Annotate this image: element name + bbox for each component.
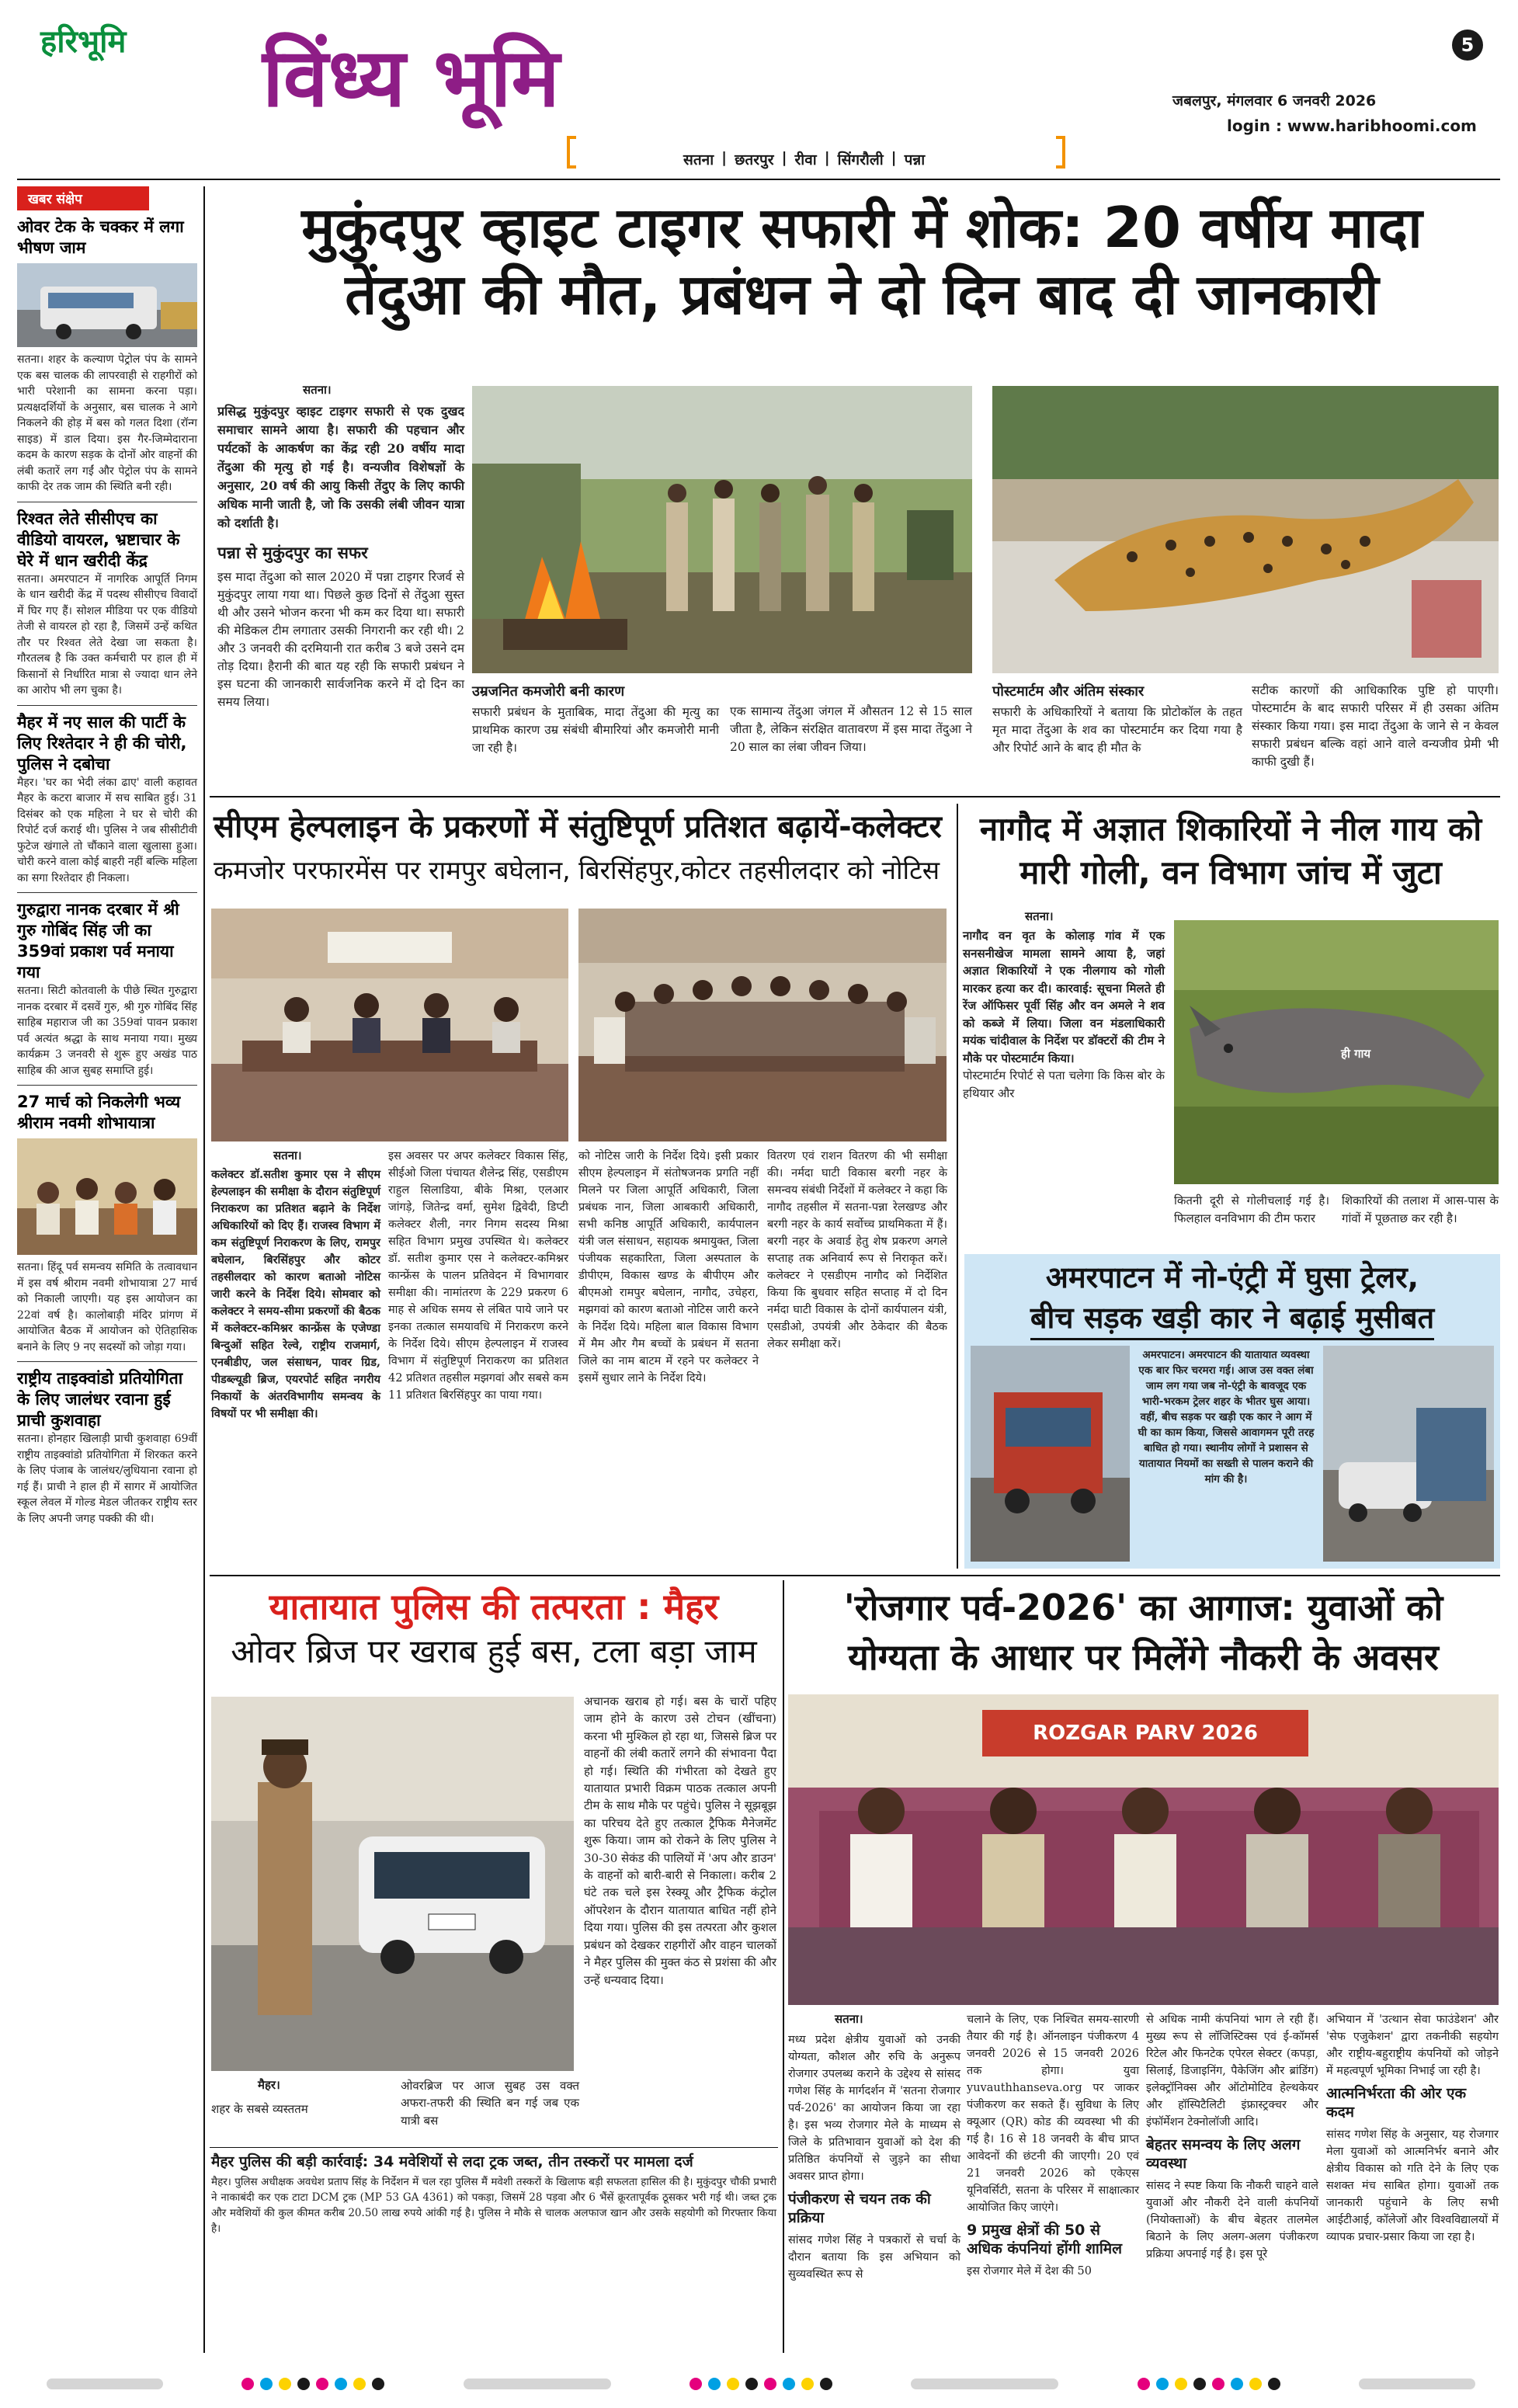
haribhoomi-logo[interactable]: हरिभूमि — [40, 23, 127, 60]
footer-dots-left — [241, 2378, 384, 2390]
sidebar-label: खबर संक्षेप — [17, 186, 149, 210]
sidebar-item-text: सतना। सिटी कोतवाली के पीछे स्थित गुरुद्वारा नानक दरबार में दसवें गुरु, श्री गुरु गोबिंद सिंह साहिब महाराज जी का 359वां पावन प्रकाश पर्व अत्यंत श्रद्धा के साथ मनाया गया। मुख्य कार्यक्रम 3 जनवरी से शुरू हुए अखंड पाठ साहिब की आज सुबह समाप्ति हुई। — [17, 985, 197, 1077]
rozgar-col4-text: अभियान में 'उत्थान सेवा फाउंडेशन' और 'सेफ एजुकेशन' द्वारा तकनीकी सहयोग और राष्ट्रीय-बहुराष्ट्रीय कंपनियों को जोड़ने में महत्वपूर्ण भूमिका निभाई जा रही है। — [1326, 2014, 1499, 2077]
region-singrauli[interactable]: सिंगरौली — [837, 151, 884, 169]
rozgar-col2 — [967, 2011, 1139, 2280]
footer-color-bar — [47, 2378, 1475, 2390]
collector-meeting-photo-1 — [211, 909, 568, 1141]
amarpatan-headline-line1: अमरपाटन में नो-एंट्री में घुसा ट्रेलर, — [1045, 1260, 1419, 1294]
traffic-right-rule — [783, 1580, 784, 2353]
traffic-lower-2: शहर के सबसे व्यस्ततम — [211, 2102, 308, 2116]
rozgar-headline[interactable] — [788, 1583, 1499, 1682]
collector-col1 — [211, 1148, 380, 1423]
sidebar-item — [17, 1368, 197, 1527]
region-bracket-left — [567, 136, 576, 169]
nagod-intro: नागौद वन वृत के कोलाड़ गांव में एक सनसनीखेज मामला सामने आया है, जहां अज्ञात शिकारियों ने एक नीलगाय को गोली मारकर हत्या कर दी। कारवाई: सूचना मिलते ही रेंज ऑफिसर पूर्वी सिंह और वन अमले ने शव को कब्जे में लिया। जिला वन मंडलाधिकारी मयंक चांदीवाल के निर्देश पर डॉक्टरों की टीम ने मौके पर पोस्टमार्टम किया। — [963, 929, 1165, 1065]
cremation-caption-block — [472, 682, 719, 757]
amarpatan-text-block — [1137, 1347, 1315, 1487]
postmortem-caption-block — [992, 682, 1242, 757]
police-story-text: मैहर। पुलिस अधीक्षक अवधेश प्रताप सिंह के निर्देशन में चल रहा पुलिस मैं मवेशी तस्करों के खिलाफ बड़ी सफलता हासिल की है। मुकुंदपुर चौकी प्रभारी ने नाकाबंदी कर एक टाटा DCM ट्रक (MP 53 GA 4361) को पकड़ा, जिसमें 28 पड़वा और 6 भैंसें क्रूरतापूर्वक ठूसकर भरी गई थी। जब्त ट्रक और मवेशियों की कुल कीमत करीब 20.50 लाख रुपये आंकी गई है। पुलिस ने मौके से चालक अलफाज खान और उसके सहयोगी को गिरफ्तार किया है। — [211, 2176, 776, 2235]
postmortem-text-2: सटीक कारणों की आधिकारिक पुष्टि हो पाएगी। पोस्टमार्टम के बाद सफारी परिसर में ही उसका अंतिम संस्कार किया गया। इस मादा तेंदुआ के जाने से न केवल सफारी प्रबंधन बल्कि वहां आने वाले वन्यजीव प्रेमी भी काफी दुखी हैं। — [1252, 683, 1499, 769]
login-link[interactable]: login : www.haribhoomi.com — [1227, 116, 1477, 135]
amarpatan-box — [964, 1254, 1500, 1569]
rozgar-dateline: सतना। — [835, 2012, 863, 2026]
lead-intro: प्रसिद्ध मुकुंदपुर व्हाइट टाइगर सफारी से एक दुखद समाचार सामने आया है। सफारी की पहचान और पर्यटकों के आकर्षण का केंद्र रही 20 वर्षीय मादा तेंदुआ की मृत्यु हो गई है। वन्यजीव विशेषज्ञों के अनुसार, 20 वर्ष की आयु किसी तेंदुए के लिए काफी अधिक मानी जाती है, जो कि उसकी लंबी जीवन यात्रा को दर्शाती है। — [217, 404, 464, 530]
traffic-lower-text — [211, 2077, 776, 2129]
collector-headline[interactable]: सीएम हेल्पलाइन के प्रकरणों में संतुष्टिपूर्ण प्रतिशत बढ़ायें-कलेक्टर — [214, 809, 942, 845]
lead-dateline: सतना। — [303, 383, 332, 397]
nagod-text-2: कितनी दूरी से गोलीचलाई गई है। फिलहाल वनविभाग की टीम फरार — [1174, 1194, 1329, 1225]
collector-dateline: सतना। — [273, 1148, 302, 1162]
rozgar-press-photo — [788, 1694, 1499, 2005]
amarpatan-body: अमरपाटन की यातायात व्यवस्था एक बार फिर चरमरा गई। आज उस वक्त लंबा जाम लग गया जब नो-एंट्री के बावजूद एक भारी-भरकम ट्रेलर शहर के भीतर घुस आया। वहीं, बीच सड़क पर खड़ी एक कार ने आग में घी का काम किया, जिससे आवागमन पूरी तरह बाधित हो गया। स्थानीय लोगों ने प्रशासन से यातायात नियमों का सख्ती से पालन कराने की मांग की है। — [1138, 1349, 1315, 1485]
sidebar — [17, 186, 197, 2353]
region-rewa[interactable]: रीवा — [794, 151, 817, 169]
truck-jam-photo — [971, 1346, 1130, 1562]
rozgar-col1-text: मध्य प्रदेश क्षेत्रीय युवाओं को उनकी योग्यता, कौशल और रुचि के अनुरूप रोजगार उपलब्ध कराने के उद्देश्य से सांसद गणेश सिंह के मार्गदर्शन में 'सतना रोजगार पर्व-2026' का आयोजन किया जा रहा है। इस भव्य रोजगार मेले के माध्यम से जिले के प्रतिभावान युवाओं को देश की प्रतिष्ठित कंपनियों से जुड़ने का सीधा अवसर प्राप्त होगा। — [788, 2034, 960, 2183]
rozgar-sub1: पंजीकरण से चयन तक की प्रक्रिया — [788, 2191, 931, 2226]
rozgar-col2-text: चलाने के लिए, एक निश्चित समय-सारणी तैयार की गई है। ऑनलाइन पंजीकरण 4 जनवरी 2026 से 15 जनवरी 2026 तक होगा। युवा yuvauthhanseva.org पर जाकर पंजीकरण कर सकते हैं। सुविधा के लिए क्यूआर (QR) कोड की व्यवस्था भी की गई है। 16 से 18 जनवरी के बीच प्राप्त आवेदनों की छंटनी की जाएगी। 20 एवं 21 जनवरी 2026 को एकेएस यूनिवर्सिटी, सतना के परिसर में साक्षात्कार आयोजित किए जाएंगे। — [967, 2014, 1139, 2214]
sidebar-item-text: सतना। हिंदू पर्व समन्वय समिति के तत्वावधान में इस वर्ष श्रीराम नवमी शोभायात्रा 27 मार्च को निकाली जाएगी। यह इस आयोजन का 22वां वर्ष है। कालोबाड़ी मंदिर प्रांगण में आयोजित बैठक में आयोजन को ऐतिहासिक बनाने के लिए 9 नए सदस्यों को जोड़ा गया। — [17, 1261, 197, 1353]
region-bracket-right — [1056, 136, 1065, 169]
rozgar-sub2: 9 प्रमुख क्षेत्रों की 50 से अधिक कंपनियां होंगी शामिल — [967, 2222, 1122, 2257]
nagod-text-1: पोस्टमार्टम रिपोर्ट से पता चलेगा कि किस बोर के हथियार और — [963, 1068, 1165, 1100]
date-line: जबलपुर, मंगलवार 6 जनवरी 2026 — [1172, 92, 1377, 109]
region-satna[interactable]: सतना — [683, 151, 714, 169]
lead-headline-line2: तेंदुआ की मौत, प्रबंधन ने दो दिन बाद दी जानकारी — [345, 262, 1379, 327]
section-title: विंध्य भूमि — [262, 30, 560, 125]
sidebar-divider — [203, 186, 205, 2353]
traffic-headline-line2: ओवर ब्रिज पर खराब हुई बस, टला बड़ा जाम — [231, 1632, 757, 1670]
page-number: 5 — [1452, 30, 1483, 61]
footer-dots-mid — [690, 2378, 832, 2390]
sidebar-item — [17, 509, 197, 699]
bus-jam-photo — [17, 263, 197, 347]
rozgar-col3-text: से अधिक नामी कंपनियां भाग ले रही हैं। मुख्य रूप से लॉजिस्टिक्स एवं ई-कॉमर्स रिटेल और फिनटेक एपेरल सेक्टर (कपड़ा, सिलाई, डिजाइनिंग, पैकेजिंग और ब्रांडिंग) इलेक्ट्रॉनिक्स और ऑटोमोटिव हेल्थकेयर और हॉस्पिटैलिटी इंफ्रास्ट्रक्चर और इंफॉर्मेशन टेक्नोलॉजी आदि। — [1146, 2014, 1318, 2128]
car-jam-photo — [1323, 1346, 1494, 1562]
traffic-col-text: अचानक खराब हो गई। बस के चारों पहिए जाम होने के कारण उसे टोचन (खींचना) करना भी मुश्किल हो रहा था, जिससे ब्रिज पर वाहनों की लंबी कतारें लगने की संभावना पैदा हो गई। स्थिति की गंभीरता को देखते हुए यातायात प्रभारी विक्रम पाठक तत्काल अपनी टीम के साथ मौके पर पहुंचे। पुलिस ने सूझबूझ का परिचय देते हुए तत्काल ट्रैफिक मैनेजमेंट शुरू किया। जाम को रोकने के लिए पुलिस ने 30-30 सेकंड की पालियों में 'अप और डाउन' के वाहनों को बारी-बारी से निकाला। करीब 2 घंटे तक चले इस रेस्क्यू और ट्रैफिक कंट्रोल ऑपरेशन के दौरान यातायात बाधित नहीं होने दिया गया। पुलिस की इस तत्परता और कुशल प्रबंधन को देखकर राहगीरों और वाहन चालकों ने मैहर पुलिस की मुक्त कंठ से प्रशंसा की और उन्हें धन्यवाद दिया। — [584, 1694, 777, 1987]
amarpatan-text — [1137, 1347, 1315, 1487]
sidebar-item-headline[interactable]: मैहर में नए साल की पार्टी के लिए रिश्तेदार ने ही की चोरी, पुलिस ने दबोचा — [17, 712, 187, 773]
sidebar-item — [17, 1092, 197, 1355]
lead-body: इस मादा तेंदुआ को साल 2020 में पन्ना टाइगर रिजर्व से मुकुंदपुर लाया गया था। पिछले कुछ दिनों से तेंदुआ सुस्त थी और उसने भोजन करना भी कम कर दिया था। सफारी की मेडिकल टीम लगातार उसकी निगरानी कर रही थी। 2 और 3 जनवरी की दरमियानी रात करीब 3 बजे उसने दम तोड़ दिया। हैरानी की बात यह रही कि सफारी प्रबंधन ने इस घटना की जानकारी सार्वजनिक करने में दो दिन का समय लिया। — [217, 570, 464, 709]
amarpatan-headline-line2: बीच सड़क खड़ी कार ने बढ़ाई मुसीबत — [1030, 1298, 1434, 1340]
rozgar-col2b: इस रोजगार मेले में देश की 50 — [967, 2265, 1092, 2278]
traffic-dateline: मैहर। — [258, 2078, 280, 2092]
footer-bar-left — [47, 2378, 163, 2389]
rozgar-col4 — [1326, 2011, 1499, 2246]
sidebar-item-text: सतना। होनहार खिलाड़ी प्राची कुशवाहा 69वीं राष्ट्रीय ताइक्वांडो प्रतियोगिता में शिरकत करने के लिए पंजाब के जालंधर/लुधियाना रवाना हो गई हैं। प्राची ने हाल ही में सागर में आयोजित स्कूल लेवल में गोल्ड मेडल जीतकर राष्ट्रीय स्तर के लिए अपनी जगह पक्की की थी। — [17, 1433, 197, 1525]
rozgar-banner-text: ROZGAR PARV 2026 — [1033, 1722, 1258, 1745]
nagod-dateline: सतना। — [1025, 909, 1054, 923]
rozgar-col1 — [788, 2011, 960, 2283]
cremation-caption: उम्रजनित कमजोरी बनी कारण — [472, 683, 625, 700]
masthead — [0, 0, 1518, 169]
sidebar-item-headline[interactable]: गुरुद्वारा नानक दरबार में श्री गुरु गोबिंद सिंह जी का 359वां प्रकाश पर्व मनाया गया — [17, 900, 179, 982]
police-story-rule — [210, 2147, 778, 2148]
rozgar-sub4: आत्मनिर्भरता की ओर एक कदम — [1326, 2085, 1467, 2121]
mid-rule — [210, 1575, 1500, 1576]
traffic-lower-1: ओवरब्रिज पर आज सुबह उस वक्त अफरा-तफरी की स्थिति बन गई जब एक यात्री बस — [401, 2079, 579, 2128]
postmortem-caption: पोस्टमार्टम और अंतिम संस्कार — [992, 683, 1145, 700]
sidebar-item — [17, 712, 197, 887]
leopard-photo — [992, 386, 1499, 673]
region-panna[interactable]: पन्ना — [904, 151, 926, 169]
amarpatan-dateline: अमरपाटन। — [1142, 1349, 1185, 1361]
lead-subhead: पन्ना से मुकुंदपुर का सफर — [217, 544, 368, 562]
sidebar-item-headline[interactable]: ओवर टेक के चक्कर में लगा भीषण जाम — [17, 217, 184, 257]
nagod-headline[interactable]: नागौद में अज्ञात शिकारियों ने नील गाय को मारी गोली, वन विभाग जांच में जुटा — [979, 810, 1482, 891]
rozgar-col4b: सांसद गणेश सिंह के अनुसार, यह रोजगार मेला युवाओं को आत्मनिर्भर बनाने और क्षेत्रीय विकास को गति देने के लिए एक सशक्त मंच साबित होगा। युवाओं तक जानकारी पहुंचाने के लिए सभी आईटीआई, कॉलेजों और विश्वविद्यालयों में व्यापक प्रचार-प्रसार किया जा रहा है। — [1326, 2128, 1499, 2243]
sidebar-item-text: सतना। शहर के कल्याण पेट्रोल पंप के सामने एक बस चालक की लापरवाही से राहगीरों को भारी परेशानी का सामना करना पड़ा। प्रत्यक्षदर्शियों के अनुसार, बस चालक ने आगे निकलने की होड़ में बस को गलत दिशा (रॉन्ग साइड) में डाल दिया। इस गैर-जिम्मेदाराना कदम के कारण सड़क के दोनों ओर वाहनों की लंबी कतारें लग गईं और पेट्रोल पंप के सामने काफी देर तक जाम की स्थिति बनी रही। — [17, 353, 197, 493]
collector-meeting-photo-2 — [578, 909, 947, 1141]
police-story-headline[interactable]: मैहर पुलिस की बड़ी कार्रवाई: 34 मवेशियों से लदा ट्रक जब्त, तीन तस्करों पर मामला दर्ज — [211, 2153, 693, 2170]
rozgar-sub3: बेहतर समन्वय के लिए अलग व्यवस्था — [1146, 2136, 1301, 2172]
postmortem-text: सफारी के अधिकारियों ने बताया कि प्रोटोकॉल के तहत मृत मादा तेंदुआ के शव का पोस्टमार्टम कर दिया गया है और रिपोर्ट आने के बाद ही मौत के — [992, 705, 1242, 755]
footer-bar-mid-right — [911, 2378, 1058, 2389]
traffic-headline[interactable] — [211, 1584, 776, 1674]
lead-bottom-rule — [210, 796, 1500, 797]
nagod-intro-block — [963, 909, 1165, 1102]
lead-intro-block — [217, 382, 464, 711]
sidebar-item — [17, 217, 197, 495]
traffic-police-photo — [211, 1697, 574, 2071]
cremation-text-2: एक सामान्य तेंदुआ जंगल में औसतन 12 से 15 साल जीता है, लेकिन संरक्षित वातावरण में इस मादा तेंदुआ ने 20 साल का लंबा जीवन जिया। — [730, 704, 972, 754]
collector-right-rule — [957, 804, 958, 1569]
police-story — [211, 2153, 776, 2236]
collector-col1-text: कलेक्टर डॉ.सतीश कुमार एस ने सीएम हेल्पलाइन की समीक्षा के दौरान संतुष्टिपूर्ण निराकरण का प्रतिशत बढ़ाने के निर्देश अधिकारियों को दिए हैं। राजस्व विभाग में कम संतुष्टिपूर्ण निराकरण के लिए, रामपुर बघेलान, बिरसिंहपुर और कोटर तहसीलदार को कारण बताओ नोटिस जारी करने के निर्देश दिये। सोमवार को कलेक्टर ने समय-सीमा प्रकरणों की बैठक में कलेक्टर-कमिश्नर कान्फ्रेंस के एजेण्डा बिन्दुओं सहित रेल्वे, राष्ट्रीय राजमार्ग, एनबीडीए, जल संसाधन, पावर ग्रिड, पीडब्ल्यूडी ब्रिज, एयरपोर्ट सहित नगरीय निकायों के अंतरविभागीय समन्वय के विषयों पर भी समीक्षा की। — [211, 1168, 380, 1420]
sidebar-item-text: सतना। अमरपाटन में नागरिक आपूर्ति निगम के धान खरीदी केंद्र में पदस्थ सीसीएच विवादों में घिर गए हैं। सोशल मीडिया पर एक वीडियो तेजी से वायरल हो रहा है, जिसमें उन्हें कथित तौर पर रिश्वत लेते देखा जा सकता है। गौरतलब है कि उक्त कर्मचारी पर हाल ही में किसानों से निर्धारित मात्रा से ज्यादा धान लेने का आरोप भी लग चुका है। — [17, 572, 197, 697]
traffic-headline-line1: यातायात पुलिस की तत्परता : मैहर — [269, 1586, 719, 1628]
rozgar-headline-line1: 'रोजगार पर्व-2026' का आगाज: युवाओं को — [843, 1586, 1443, 1628]
sidebar-item — [17, 899, 197, 1079]
collector-col2: इस अवसर पर अपर कलेक्टर विकास सिंह, सीईओ जिला पंचायत शैलेन्द्र सिंह, एसडीएम राहुल सिलाडिया, बीके मिश्रा, एलआर जांगड़े, जितेन्द्र वर्मा, सुमेश द्विवेदी, डिप्टी कलेक्टर शैली, नगर निगम सदस्य मिश्रा सहित विभाग प्रमुख उपस्थित थे। कलेक्टर डॉ. सतीश कुमार एस ने कलेक्टर-कमिश्नर कान्फ्रेंस के पालन प्रतिवेदन में विभागवार समीक्षा की। नामांतरण के 229 प्रकरण 6 माह से अधिक समय से लंबित पाये जाने पर इनका तत्काल समयावधि में निराकरण करने के निर्देश दिये। सीएम हेल्पलाइन में राजस्व विभाग में संतुष्टिपूर्ण निराकरण का प्रतिशत 42 प्रतिशत तहसील मझगवां और सबसे कम 11 प्रतिशत बिरसिंहपुर का पाया गया। — [388, 1150, 568, 1402]
sidebar-item-headline[interactable]: रिश्वत लेते सीसीएच का वीडियो वायरल, भ्रष्टाचार के घेरे में धान खरीदी केंद्र — [17, 509, 180, 570]
shobhayatra-meeting-photo — [17, 1138, 197, 1255]
lead-headline-line1: मुकुंदपुर व्हाइट टाइगर सफारी में शोक: 20 वर्षीय मादा — [301, 195, 1422, 260]
collector-subheadline: कमजोर परफारमेंस पर रामपुर बघेलान, बिरसिंहपुर,कोटर तहसीलदार को नोटिस — [214, 855, 940, 885]
cremation-text: सफारी प्रबंधन के मुताबिक, मादा तेंदुआ की मृत्यु का प्राथमिक कारण उम्र संबंधी बीमारियां और कमजोरी मानी जा रही है। — [472, 705, 719, 755]
nilgai-photo-label: ही गाय — [1341, 1047, 1371, 1061]
collector-col4: वितरण एवं राशन वितरण की भी समीक्षा की। नर्मदा घाटी विकास बरगी नहर के समन्वय संबंधी निर्देशों में कलेक्टर ने कहा कि नागौद तहसील में सतना-पन्ना रेलखण्ड और बरगी नहर के कार्य सर्वोच्च प्राथमिकता में हैं। बरगी नहर के अवार्ड हेतु शेष प्रकरण अगले सप्ताह तक अनिवार्य रूप से निराकृत करें। कलेक्टर ने एसडीएम नागौद को निर्देशित किया कि बुधवार सहित सप्ताह में दो दिन नर्मदा घाटी विकास के दोनों कार्यपालन यंत्री, एसडीओ, उपयंत्री और ठेकेदार की बैठक लेकर समीक्षा करें। — [767, 1150, 947, 1350]
cremation-photo — [472, 386, 972, 673]
collector-col3: को नोटिस जारी के निर्देश दिये। इसी प्रकार सीएम हेल्पलाइन में संतोषजनक प्रगति नहीं मिलने पर जिला आपूर्ति अधिकारी, जिला प्रबंधक नान, जिला आबकारी अधिकारी, सभी कनिष्ठ आपूर्ति अधिकारी, कार्यपालन यंत्री जल संसाधन, सहायक श्रमायुक्त, जिला पंजीयक सहकारिता, जिला अस्पताल के डीपीएम, विकास खण्ड के बीपीएम और बीएमओ रामपुर बघेलान, नागौद, उचेहरा, मझगवां को कारण बताओ नोटिस जारी करने के निर्देश दिये। महिला बाल विकास विभाग में मैम और गैम बच्चों के प्रबंधन में सतना जिले का नाम बाटम में रहने पर कलेक्टर ने इसमें सुधार लाने के निर्देश दिये। — [578, 1150, 759, 1385]
nilgai-photo — [1174, 920, 1499, 1184]
footer-bar-right — [1359, 2378, 1475, 2389]
rozgar-col3b: सांसद ने स्पष्ट किया कि नौकरी चाहने वाले युवाओं और नौकरी देने वाली कंपनियों (नियोक्ताओं) के बीच बेहतर तालमेल बिठाने के लिए अलग-अलग पंजीकरण प्रक्रिया अपनाई गई है। इस पूरे — [1146, 2180, 1318, 2260]
lead-headline[interactable] — [221, 194, 1502, 328]
masthead-rule — [17, 179, 1500, 180]
sidebar-item-headline[interactable]: राष्ट्रीय ताइक्वांडो प्रतियोगिता के लिए जालंधर रवाना हुई प्राची कुशवाहा — [17, 1369, 183, 1430]
rozgar-col1b: सांसद गणेश सिंह ने पत्रकारों से चर्चा के दौरान बताया कि इस अभियान को सुव्यवस्थित रूप से — [788, 2234, 960, 2281]
nagod-text-3: शिकारियों की तलाश में आस-पास के गांवों में पूछताछ कर रही है। — [1342, 1194, 1499, 1225]
footer-bar-mid-left — [464, 2378, 611, 2389]
rozgar-col3 — [1146, 2011, 1318, 2263]
amarpatan-headline[interactable] — [964, 1254, 1500, 1340]
sidebar-item-text: मैहर। 'घर का भेदी लंका ढाए' वाली कहावत मैहर के कटरा बाजार में सच साबित हुई। 31 दिसंबर को एक महिला ने घर से चोरी की रिपोर्ट दर्ज कराई थी। पुलिस ने जब सीसीटीवी फुटेज खंगाले तो चौंकाने वाला खुलासा हुआ। चोरी करने वाला कोई बाहरी नहीं बल्कि महिला का सगा रिश्तेदार ही निकला। — [17, 776, 197, 884]
footer-dots-right — [1138, 2378, 1280, 2390]
region-nav: सतना | छतरपुर | रीवा | सिंगरौली | पन्ना — [683, 149, 926, 169]
sidebar-item-headline[interactable]: 27 मार्च को निकलेगी भव्य श्रीराम नवमी शोभायात्रा — [17, 1093, 181, 1132]
rozgar-headline-line2: योग्यता के आधार पर मिलेंगे नौकरी के अवसर — [848, 1636, 1439, 1678]
region-chhatarpur[interactable]: छतरपुर — [735, 151, 774, 169]
